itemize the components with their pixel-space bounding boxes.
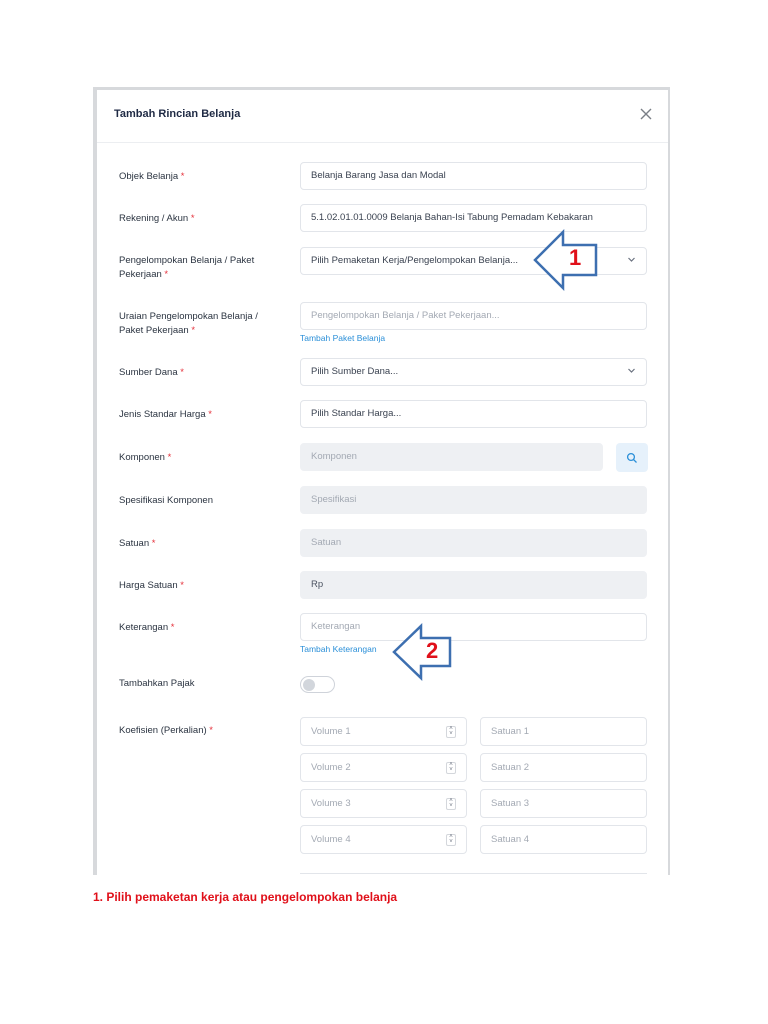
pajak-toggle[interactable] [300,676,335,693]
sumber-dana-label: Sumber Dana * [119,367,184,378]
rekening-field[interactable]: 5.1.02.01.01.0009 Belanja Bahan-Isi Tabung Pemadam Kebakaran [300,204,647,232]
satuan-label: Satuan * [119,538,156,549]
tambah-keterangan-link[interactable]: Tambah Keterangan [300,644,377,654]
rekening-label: Rekening / Akun * [119,213,195,224]
volume-3-input[interactable]: Volume 3 ˄ ˅ [300,789,467,818]
pajak-label: Tambahkan Pajak [119,678,195,689]
spesifikasi-label: Spesifikasi Komponen [119,495,213,506]
spesifikasi-input[interactable]: Spesifikasi [300,486,647,514]
chevron-down-icon [627,248,636,274]
search-icon [626,452,638,464]
satuan-2-input[interactable]: Satuan 2 [480,753,647,782]
sumber-dana-value: Pilih Sumber Dana... [311,366,399,377]
annotation-arrow-1 [530,228,600,292]
tambah-paket-belanja-link[interactable]: Tambah Paket Belanja [300,333,386,343]
komponen-input[interactable]: Komponen [300,443,603,471]
pengelompokan-label: Pengelompokan Belanja / Paket Pekerjaan * [119,255,255,280]
objek-belanja-label: Objek Belanja * [119,171,185,182]
annotation-number-2: 2 [426,638,439,663]
keterangan-label: Keterangan * [119,622,175,633]
objek-belanja-field[interactable]: Belanja Barang Jasa dan Modal [300,162,647,190]
standar-harga-label: Jenis Standar Harga * [119,409,212,420]
spinner-icon[interactable]: ˄ ˅ [446,798,456,810]
annotation-arrow-2 [390,622,454,682]
spinner-icon[interactable]: ˄ ˅ [446,762,456,774]
koefisien-label: Koefisien (Perkalian) * [119,725,213,736]
search-button[interactable] [616,443,648,472]
bottom-divider [300,873,647,874]
caption-text: 1. Pilih pemaketan kerja atau pengelompokan belanja [93,890,398,904]
annotation-number-1: 1 [569,245,582,270]
pengelompokan-value: Pilih Pemaketan Kerja/Pengelompokan Belanja... [311,255,519,266]
sumber-dana-select[interactable] [300,358,647,386]
keterangan-input[interactable]: Keterangan [300,613,647,641]
uraian-input[interactable]: Pengelompokan Belanja / Paket Pekerjaan... [300,302,647,330]
modal-title: Tambah Rincian Belanja [114,108,241,120]
spinner-icon[interactable]: ˄ ˅ [446,834,456,846]
uraian-label: Uraian Pengelompokan Belanja / Paket Pekerjaan * [119,311,258,336]
satuan-4-input[interactable]: Satuan 4 [480,825,647,854]
standar-harga-select[interactable]: Pilih Standar Harga... [300,400,647,428]
harga-satuan-input[interactable]: Rp [300,571,647,599]
close-icon[interactable] [637,106,655,124]
modal-dialog [97,90,668,875]
spinner-icon[interactable]: ˄ ˅ [446,726,456,738]
satuan-input[interactable]: Satuan [300,529,647,557]
toggle-knob [303,679,315,691]
volume-4-input[interactable]: Volume 4 ˄ ˅ [300,825,467,854]
harga-satuan-label: Harga Satuan * [119,580,184,591]
satuan-3-input[interactable]: Satuan 3 [480,789,647,818]
komponen-label: Komponen * [119,452,172,463]
header-divider [97,142,668,143]
volume-2-input[interactable]: Volume 2 ˄ ˅ [300,753,467,782]
satuan-1-input[interactable]: Satuan 1 [480,717,647,746]
chevron-down-icon [627,359,636,385]
volume-1-input[interactable]: Volume 1 ˄ ˅ [300,717,467,746]
